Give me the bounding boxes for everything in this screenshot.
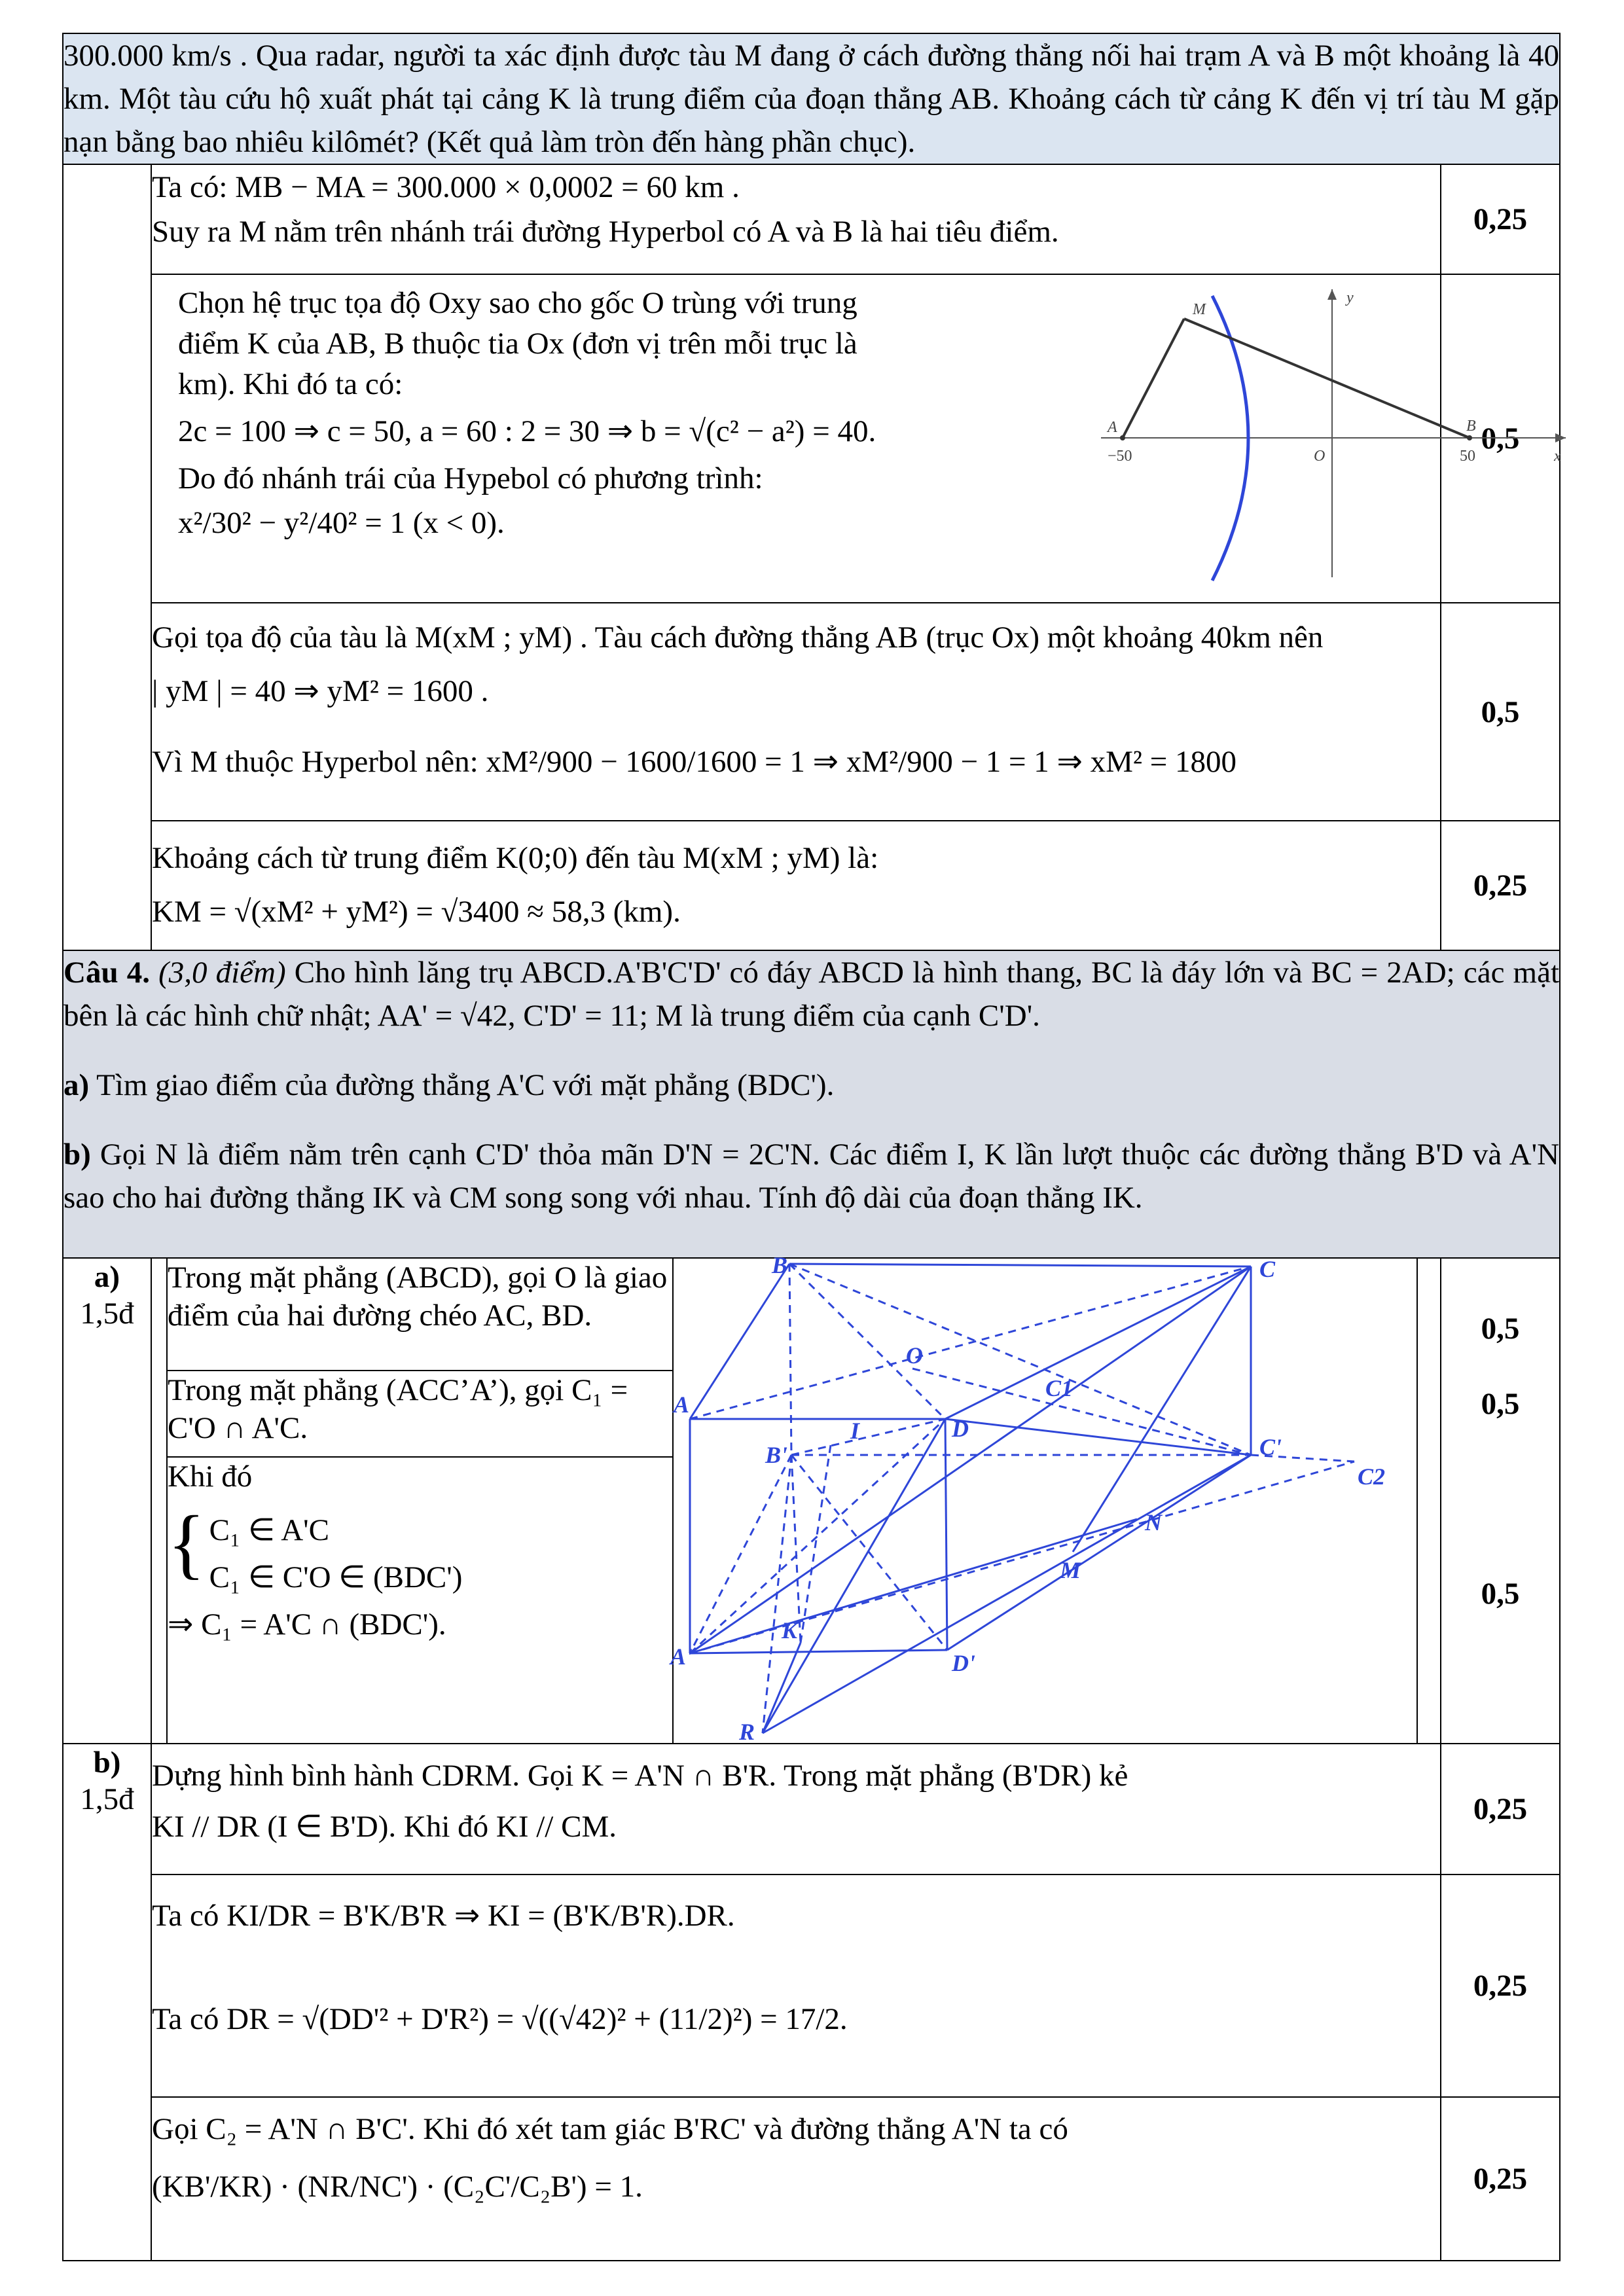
part-a-scores — [1441, 1258, 1560, 1744]
fig-label-a: A — [674, 1391, 690, 1418]
step-2 — [151, 274, 1561, 603]
fig-label-o: O — [906, 1342, 923, 1369]
part-a-step-3 — [167, 1457, 673, 1744]
part-b-points: 1,5đ — [80, 1782, 134, 1816]
part-b-step-3-line-1: Gọi C₂ = A'N ∩ B'C'. Khi đó xét tam giác B'RC' và đường thẳng A'N ta có — [152, 2112, 1068, 2146]
fig-label-m: M — [1060, 1557, 1081, 1583]
question-3-tail — [63, 33, 1560, 164]
part-a-points: 1,5đ — [80, 1297, 134, 1331]
tick-minus-50: −50 — [1108, 448, 1132, 465]
point-a — [1120, 435, 1125, 440]
question-4-part-b — [63, 1133, 1559, 1219]
step-3-line-2: | yM | = 40 ⇒ yM² = 1600 . — [152, 674, 489, 708]
fig-label-d-prime: D' — [952, 1650, 975, 1676]
question-4-title: Câu 4. — [63, 956, 150, 990]
part-a-steps — [166, 1257, 674, 1744]
empty-label-cell — [63, 164, 151, 950]
score-part-a-2: 0,5 — [1481, 1387, 1520, 1421]
question-4-statement — [63, 951, 1559, 1037]
fig-label-c-prime: C' — [1259, 1434, 1282, 1460]
step-3-line-3: Vì M thuộc Hyperbol nên: xM²/900 − 1600/1600 = 1 ⇒ xM²/900 − 1 = 1 ⇒ xM² = 1800 — [152, 745, 1237, 779]
label-y: y — [1346, 289, 1354, 306]
score-part-a-3: 0,5 — [1481, 1577, 1520, 1611]
fig-label-a-prime: A' — [670, 1643, 693, 1670]
step-2-equation: x²/30² − y²/40² = 1 (x < 0). — [178, 506, 505, 540]
score-part-b-2: 0,25 — [1441, 1874, 1560, 2097]
question-4-part-a-label: a) — [63, 1068, 90, 1102]
step-1-line-2: Suy ra M nằm trên nhánh trái đường Hyperbol có A và B là hai tiêu điểm. — [152, 215, 1059, 249]
score-step-1: 0,25 — [1441, 164, 1560, 274]
part-b-label-cell — [63, 1744, 151, 2261]
score-step-4: 0,25 — [1441, 821, 1560, 950]
prism-figure-frame — [670, 1252, 1418, 1745]
question-3-text: 300.000 km/s . Qua radar, người ta xác định được tàu M đang ở cách đường thẳng nối hai trạm A và B một khoảng là 40 km. Một tàu cứu hộ xuất phát tại cảng K là trung điểm của đoạn thẳng AB. Khoảng cách từ cảng K đến vị trí tàu M gặp nạn bằng bao nhiêu kilômét? (Kết quả làm tròn đến hàng phần chục). — [63, 39, 1560, 159]
step-3 — [151, 603, 1441, 821]
part-b-step-3 — [151, 2097, 1441, 2261]
fig-label-b: B — [772, 1252, 788, 1278]
label-x: x — [1554, 448, 1561, 465]
question-4-body: Cho hình lăng trụ ABCD.A'B'C'D' có đáy ABCD là hình thang, BC là đáy lớn và BC = 2AD; các mặt bên là các hình chữ nhật; AA' = √42, C'D' = 11; M là trung điểm của cạnh C'D'. — [63, 956, 1560, 1033]
step-2-line-3: Do đó nhánh trái của Hypebol có phương trình: — [178, 461, 763, 495]
step-1-line-1: Ta có: MB − MA = 300.000 × 0,0002 = 60 km . — [152, 170, 740, 204]
step-2-line-2: 2c = 100 ⇒ c = 50, a = 60 : 2 = 30 ⇒ b = √(c² − a²) = 40. — [178, 414, 876, 448]
question-4-part-b-text: Gọi N là điểm nằm trên cạnh C'D' thỏa mãn D'N = 2C'N. Các điểm I, K lần lượt thuộc các đường thẳng B'D và A'N sao cho hai đường thẳng IK và CM song song với nhau. Tính độ dài của đoạn thẳng IK. — [63, 1138, 1560, 1215]
hyperbola-figure — [1088, 283, 1572, 584]
fig-label-d: D — [952, 1416, 969, 1442]
dashed-edges — [690, 1264, 1354, 1733]
fig-label-c2: C2 — [1358, 1463, 1386, 1490]
score-step-2: 0,5 — [1441, 274, 1560, 603]
system-line-2: C₁ ∈ C'O ∈ (BDC') — [209, 1560, 463, 1594]
part-b-step-2 — [151, 1874, 1441, 2097]
fig-label-n: N — [1145, 1509, 1162, 1535]
part-a-conclusion: ⇒ C₁ = A'C ∩ (BDC'). — [168, 1607, 446, 1641]
label-m: M — [1193, 301, 1206, 318]
step-2-line-1: Chọn hệ trục tọa độ Oxy sao cho gốc O trùng với trung điểm K của AB, B thuộc tia Ox (đơn vị trên mỗi trục là km). Khi đó ta có: — [178, 286, 857, 401]
part-b-step-2-line-1: Ta có KI/DR = B'K/B'R ⇒ KI = (B'K/B'R).DR. — [152, 1899, 735, 1933]
point-b — [1467, 435, 1472, 440]
brace: { — [168, 1499, 206, 1587]
step-4 — [151, 821, 1441, 950]
tick-50: 50 — [1460, 448, 1475, 465]
prism-figure — [670, 1252, 1416, 1745]
segment-ma — [1123, 319, 1184, 438]
fig-label-k: K — [782, 1617, 798, 1643]
segment-mb — [1184, 319, 1470, 438]
part-b-step-2-line-2: Ta có DR = √(DD'² + D'R²) = √((√42)² + (11/2)²) = 17/2. — [152, 2002, 848, 2036]
y-axis-arrow — [1327, 289, 1337, 300]
solution-table — [62, 33, 1561, 2261]
label-b: B — [1466, 418, 1476, 435]
fig-label-r: R — [739, 1719, 755, 1745]
part-a-content — [151, 1252, 1441, 1745]
part-a-step-3-intro: Khi đó — [168, 1460, 253, 1494]
question-4-part-a-text: Tìm giao điểm của đường thẳng A'C với mặt phẳng (BDC'). — [96, 1068, 835, 1102]
part-b-step-3-line-2: (KB'/KR) · (NR/NC') · (C₂C'/C₂B') = 1. — [152, 2170, 643, 2204]
step-4-line-2: KM = √(xM² + yM²) = √3400 ≈ 58,3 (km). — [152, 895, 681, 929]
part-b-step-1-line-2: KI // DR (I ∈ B'D). Khi đó KI // CM. — [152, 1810, 617, 1844]
part-b-label: b) — [93, 1746, 121, 1780]
step-1 — [151, 164, 1441, 274]
step-3-line-1: Gọi tọa độ của tàu là M(xM ; yM) . Tàu cách đường thẳng AB (trục Ox) một khoảng 40km nên — [152, 620, 1324, 655]
score-step-3: 0,5 — [1441, 603, 1560, 821]
label-a: A — [1108, 419, 1117, 436]
label-o: O — [1314, 448, 1326, 465]
fig-label-i: I — [850, 1418, 860, 1444]
x-axis-arrow — [1555, 433, 1566, 442]
question-4-part-a — [63, 1064, 1559, 1107]
question-4 — [63, 950, 1560, 1258]
fig-label-c: C — [1259, 1256, 1276, 1282]
part-a-label: a) — [94, 1260, 120, 1294]
document-page — [62, 33, 1559, 2261]
score-part-a-1: 0,5 — [1481, 1312, 1520, 1346]
fig-label-b-prime: B' — [765, 1442, 788, 1468]
step-4-line-1: Khoảng cách từ trung điểm K(0;0) đến tàu M(xM ; yM) là: — [152, 841, 879, 875]
score-part-b-1: 0,25 — [1441, 1744, 1560, 1874]
part-b-step-1-line-1: Dựng hình bình hành CDRM. Gọi K = A'N ∩ B'R. Trong mặt phẳng (B'DR) kẻ — [152, 1759, 1128, 1793]
system-line-1: C₁ ∈ A'C — [209, 1513, 329, 1547]
fig-label-c1: C1 — [1045, 1375, 1074, 1401]
question-4-part-b-label: b) — [63, 1138, 91, 1172]
part-a-step-2: Trong mặt phẳng (ACC’A’), gọi C₁ = C'O ∩ A'C. — [167, 1371, 673, 1457]
figure-labels — [669, 1252, 1385, 1745]
question-4-points: (3,0 điểm) — [158, 956, 286, 990]
part-b-step-1 — [151, 1744, 1441, 1874]
score-part-b-3: 0,25 — [1441, 2097, 1560, 2261]
part-a-step-1: Trong mặt phẳng (ABCD), gọi O là giao điểm của hai đường chéo AC, BD. — [167, 1258, 673, 1371]
part-a-label-cell — [63, 1258, 151, 1744]
